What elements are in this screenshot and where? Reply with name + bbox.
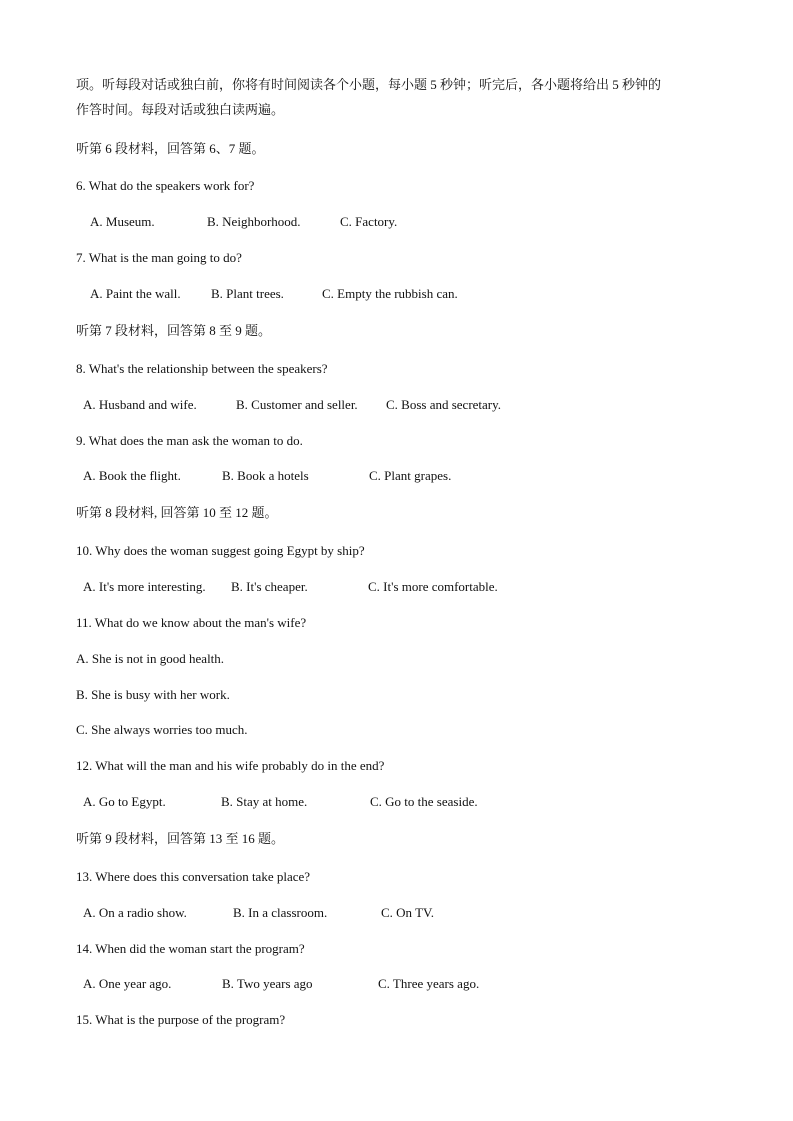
option-b: B. Neighborhood.	[207, 214, 301, 229]
question-stem: 9. What does the man ask the woman to do.	[76, 433, 303, 448]
question-stem: 10. Why does the woman suggest going Egypt by ship?	[76, 543, 365, 558]
option-a: A. Book the flight.	[83, 468, 181, 483]
section-heading: 听第 7 段材料，回答第 8 至 9 题。	[76, 323, 272, 338]
question-stem: 11. What do we know about the man's wife?	[76, 615, 307, 630]
option-a: A. Go to Egypt.	[83, 794, 166, 809]
option-a: A. Husband and wife.	[83, 397, 197, 412]
option-b: B. Book a hotels	[222, 468, 309, 483]
option-c: C. She always worries too much.	[76, 722, 248, 737]
option-c: C. Boss and secretary.	[386, 397, 502, 412]
option-c: C. It's more comfortable.	[368, 579, 498, 594]
section-heading: 听第 9 段材料，回答第 13 至 16 题。	[76, 831, 285, 846]
option-a: A. It's more interesting.	[83, 579, 206, 594]
option-b: B. It's cheaper.	[231, 579, 308, 594]
option-c: C. Empty the rubbish can.	[322, 286, 458, 301]
intro-line-1: 项。听每段对话或独白前，你将有时间阅读各个小题，每小题 5 秒钟；听完后，各小题将给出 5 秒钟的	[76, 77, 662, 92]
question-stem: 7. What is the man going to do?	[76, 250, 242, 265]
option-c: C. Plant grapes.	[369, 468, 452, 483]
question-stem: 6. What do the speakers work for?	[76, 178, 255, 193]
option-b: B. She is busy with her work.	[76, 687, 230, 702]
option-a: A. One year ago.	[83, 976, 172, 991]
question-stem: 15. What is the purpose of the program?	[76, 1012, 286, 1027]
question-stem: 13. Where does this conversation take place?	[76, 869, 311, 884]
section-heading: 听第 6 段材料，回答第 6、7 题。	[76, 141, 265, 156]
question-stem: 12. What will the man and his wife probably do in the end?	[76, 758, 385, 773]
section-heading: 听第 8 段材料, 回答第 10 至 12 题。	[76, 505, 278, 520]
option-c: C. Go to the seaside.	[370, 794, 478, 809]
option-c: C. Factory.	[340, 214, 398, 229]
option-a: A. She is not in good health.	[76, 651, 225, 666]
option-b: B. In a classroom.	[233, 905, 328, 920]
option-b: B. Stay at home.	[221, 794, 308, 809]
option-b: B. Plant trees.	[211, 286, 284, 301]
option-b: B. Customer and seller.	[236, 397, 358, 412]
question-stem: 8. What's the relationship between the speakers?	[76, 361, 328, 376]
option-c: C. On TV.	[381, 905, 434, 920]
option-c: C. Three years ago.	[378, 976, 480, 991]
option-b: B. Two years ago	[222, 976, 313, 991]
option-a: A. Museum.	[90, 214, 155, 229]
option-a: A. Paint the wall.	[90, 286, 181, 301]
intro-line-2: 作答时间。每段对话或独白读两遍。	[76, 102, 285, 117]
question-stem: 14. When did the woman start the program?	[76, 941, 305, 956]
option-a: A. On a radio show.	[83, 905, 187, 920]
